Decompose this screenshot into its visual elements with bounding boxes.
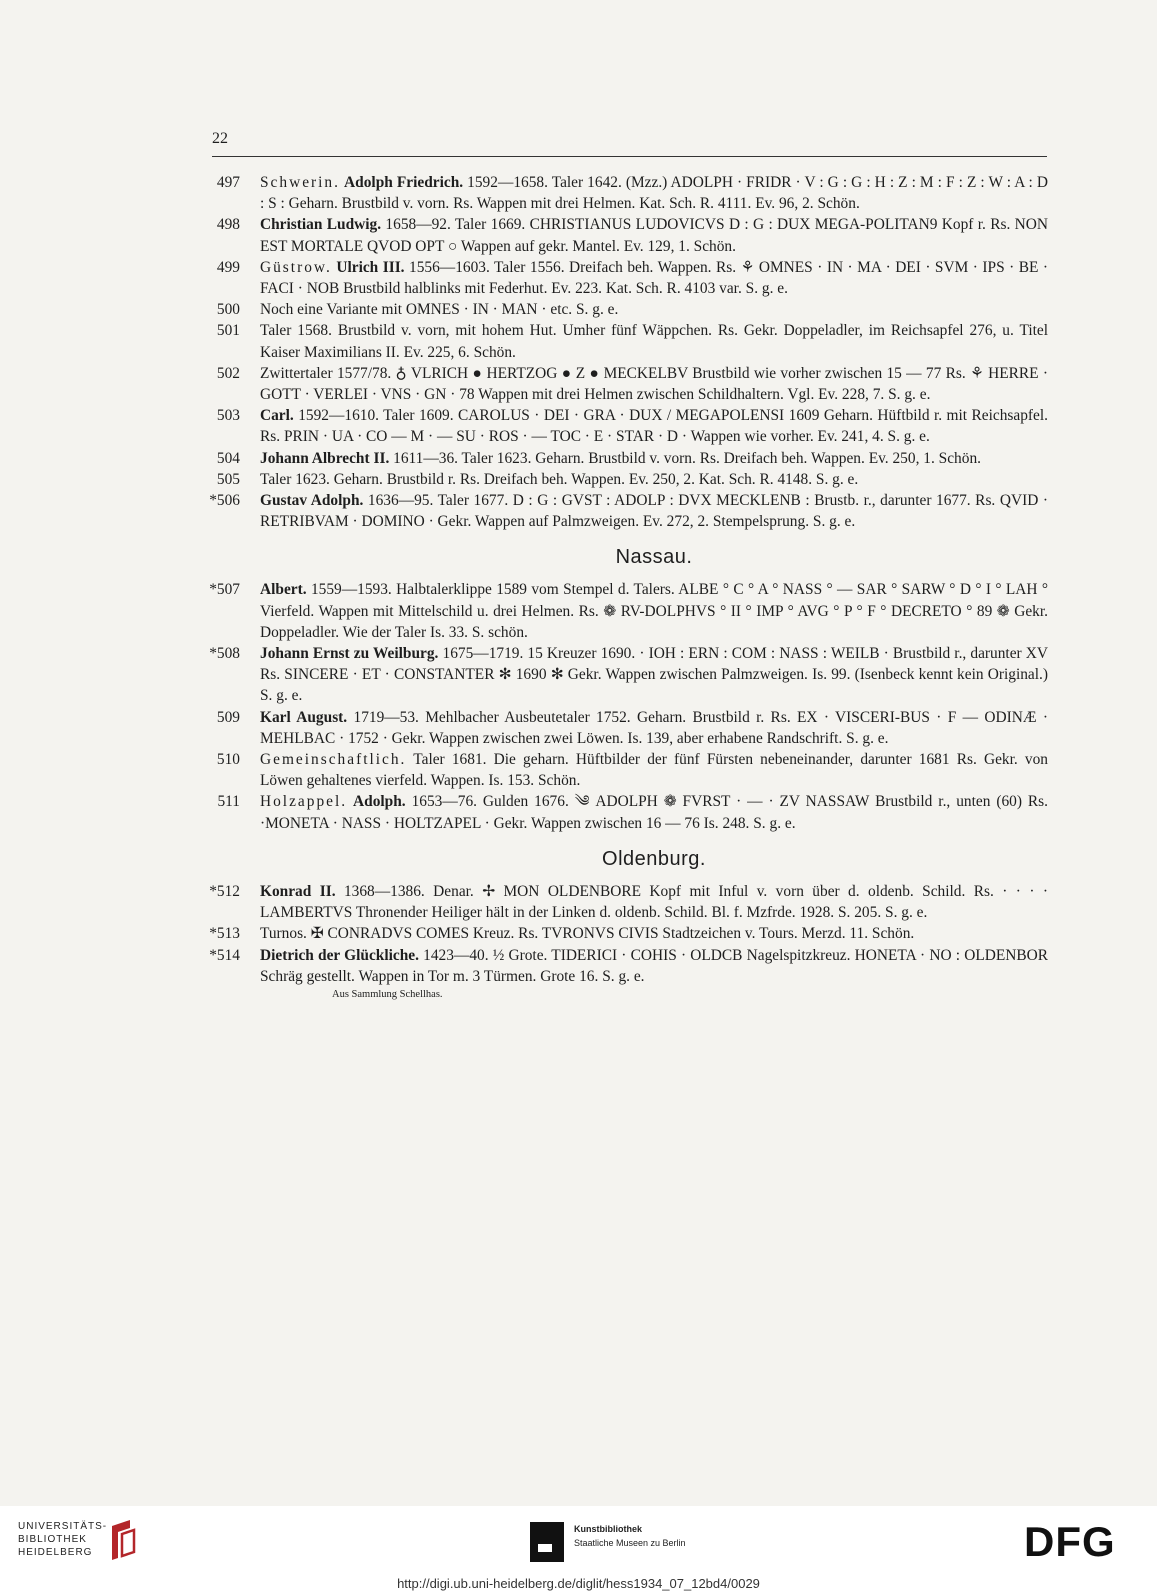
entries-nassau [196,579,1048,833]
catalog-entry [196,643,1048,707]
entry-number: 500 [216,301,240,319]
dfg-logo[interactable]: DFG [1024,1518,1116,1565]
catalog-entry [196,923,1048,944]
entry-text: Albert. 1559—1593. Halbtalerklippe 1589 vom Stempel d. Talers. ALBE ° C ° A ° NASS ° — SAR ° SARW ° D ° I ° LAH ° Vierfeld. Wappen mit Mittelschild u. drei Helmen. Rs. ❁ RV-DOLPHVS ° II ° IMP ° AVG ° P ° F ° DECRETO ° 89 ❁ Gekr. Doppeladler. Wie der Taler Is. 33. S. schön. [260,581,1048,641]
catalog-entry [196,172,1048,214]
kb-logo-line: Staatliche Museen zu Berlin [574,1538,686,1548]
entry-text: Johann Ernst zu Weilburg. 1675—1719. 15 Kreuzer 1690. · IOH : ERN : COM : NASS : WEILB · Brustbild r., darunter XV Rs. SINCERE · ET · CONSTANTER ✻ 1690 ✻ Gekr. Wappen zwischen Palmzweigen. Is. 99. (Isenbeck kennt kein Original.) S. g. e. [260,645,1049,705]
catalog-entry [196,791,1048,833]
entry-text: Gustav Adolph. 1636—95. Taler 1677. D : G : GVST : ADOLP : DVX MECKLENB : Brustb. r., darunter 1677. Rs. QVID · RETRIBVAM · DOMINO · Gekr. Wappen auf Palmzweigen. Ev. 272, 2. Stempelsprung. S. g. e. [260,492,1048,531]
entry-number: 510 [216,751,240,769]
entries-mecklenburg [196,172,1048,532]
kunstbibliothek-logo[interactable] [574,1522,686,1550]
entry-text: Taler 1568. Brustbild v. vorn, mit hohem Hut. Umher fünf Wäppchen. Rs. Gekr. Doppeladler, im Reichsapfel 276, u. Titel Kaiser Maximilians II. Ev. 225, 6. Schön. [260,322,1048,361]
university-library-logo[interactable] [18,1520,107,1559]
catalog-entry [196,257,1048,299]
entry-number: *514 [209,946,240,964]
catalog-entry [196,881,1048,923]
entry-number: 502 [216,364,240,382]
catalog-entry [196,945,1048,987]
catalog-entry [196,320,1048,362]
page-header [212,130,1047,157]
entry-text: Konrad II. 1368—1386. Denar. ✢ MON OLDENBORE Kopf mit Inful v. vorn über d. oldenb. Schild. Rs. · · · · LAMBERTVS Thronender Heiliger hält in der Linken d. oldenb. Schild. Bl. f. Mzfrde. 1928. S. 205. S. g. e. [260,882,1048,922]
entry-number: *507 [209,581,240,599]
catalog-entry [196,707,1048,749]
entries-oldenburg [196,881,1048,987]
entry-number: 499 [216,258,240,276]
entry-text: Güstrow. Ulrich III. 1556—1603. Taler 1556. Dreifach beh. Wappen. Rs. ⚘ OMNES · IN · MA · DEI · SVM · IPS · BE · FACI · NOB Brustbild halblinks mit Federhut. Ev. 223. Kat. Sch. R. 4103 var. S. g. e. [260,258,1048,298]
entry-number: *512 [209,882,240,900]
catalog-entry [196,469,1048,490]
entry-text: Christian Ludwig. 1658—92. Taler 1669. CHRISTIANUS LUDOVICVS D : G : DUX MEGA-POLITAN9 Kopf r. Rs. NON EST MORTALE QVOD OPT ○ Wappen auf gekr. Mantel. Ev. 129, 1. Schön. [260,216,1049,255]
permalink-url[interactable]: http://digi.ub.uni-heidelberg.de/diglit/hess1934_07_12bd4/0029 [0,1574,1157,1594]
entry-number: 503 [216,407,240,425]
entry-number: 509 [216,708,240,726]
catalog-entry [196,299,1048,320]
entry-text: Dietrich der Glückliche. 1423—40. ½ Grote. TIDERICI · COHIS · OLDCB Nagelspitzkreuz. HONETA · NO : OLDENBOR Schräg gestellt. Wappen in Tor m. 3 Türmen. Grote 16. S. g. e. [260,946,1048,985]
entry-text: Schwerin. Adolph Friedrich. 1592—1658. Taler 1642. (Mzz.) ADOLPH · FRIDR · V : G : G : H : Z : M : F : Z : W : A : D : S : Geharn. Brustbild v. vorn. Rs. Wappen mit drei Helmen. Kat. Sch. R. 4111. Ev. 96, 2. Schön. [260,174,1048,213]
entry-number: 511 [217,793,240,811]
section-heading-oldenburg: Oldenburg. [602,847,706,870]
entry-text: Holzappel. Adolph. 1653—76. Gulden 1676. ༄ ADOLPH ❁ FVRST · — · ZV NASSAW Brustbild r., unten (60) Rs. ·MONETA · NASS · HOLTZAPEL · Gekr. Wappen zwischen 16 — 76 Is. 248. S. g. e. [260,793,1048,832]
entry-number: 504 [216,449,240,467]
entry-text: Turnos. ✠ CONRADVS COMES Kreuz. Rs. TVRONVS CIVIS Stadtzeichen v. Tours. Merzd. 11. Schön. [260,925,915,943]
uni-logo-line: BIBLIOTHEK [18,1534,87,1545]
entry-number: *506 [209,492,240,510]
entry-text: Karl August. 1719—53. Mehlbacher Ausbeutetaler 1752. Geharn. Brustbild r. Rs. EX · VISCERI-BUS · F — ODINÆ · MEHLBAC · 1752 · Gekr. Wappen zwischen zwei Löwen. Is. 139, aber erhabene Randschrift. S. g. e. [260,708,1048,747]
heidelberg-mark-icon [108,1518,138,1562]
catalog-entry [196,405,1048,447]
entry-text: Gemeinschaftlich. Taler 1681. Die geharn. Hüftbilder der fünf Fürsten nebeneinander, darunter 1681 Rs. Gekr. von Löwen gehaltenes vierfeld. Wappen. Is. 153. Schön. [260,751,1048,790]
section-heading-nassau: Nassau. [615,546,693,569]
entry-text: Johann Albrecht II. 1611—36. Taler 1623. Geharn. Brustbild v. vorn. Rs. Dreifach beh. Wappen. Ev. 250, 1. Schön. [260,449,981,467]
entry-number: 505 [216,470,240,488]
entry-text: Noch eine Variante mit OMNES · IN · MAN · etc. S. g. e. [260,301,619,319]
catalog-entry [196,579,1048,643]
uni-logo-line: HEIDELBERG [18,1547,93,1558]
entry-text: Taler 1623. Geharn. Brustbild r. Rs. Dreifach beh. Wappen. Ev. 250, 2. Kat. Sch. R. 4148. S. g. e. [260,470,859,488]
catalog-entry [196,214,1048,256]
entry-text: Zwittertaler 1577/78. ♁ VLRICH ● HERTZOG ● Z ● MECKELBV Brustbild wie vorher zwischen 15 — 77 Rs. ⚘ HERRE · GOTT · VERLEI · VNS · GN · 78 Wappen mit drei Helmen zwischen Schildhaltern. Vgl. Ev. 228, 7. S. g. e. [260,364,1048,404]
provenance-note: Aus Sammlung Schellhas. [332,988,443,1000]
catalog-entry [196,490,1048,532]
entry-number: 497 [216,174,240,191]
entry-text: Carl. 1592—1610. Taler 1609. CAROLUS · DEI · GRA · DUX / MEGAPOLENSI 1609 Geharn. Hüftbild r. mit Reichsapfel. Rs. PRIN · UA · CO — M · — SU · ROS · — TOC · E · STAR · D · Wappen wie vorher. Ev. 241, 4. S. g. e. [260,407,1048,446]
uni-logo-line: UNIVERSITÄTS- [18,1521,108,1532]
kb-logo-line: Kunstbibliothek [574,1524,642,1534]
catalog-entry [196,363,1048,405]
catalog-entry [196,448,1048,469]
catalog-listing [196,172,1048,1002]
entry-number: *513 [209,925,240,943]
entry-number: 498 [216,216,240,234]
entry-number: 501 [216,322,240,340]
footer-logos [0,1506,1157,1574]
entry-number: *508 [209,645,240,663]
kunstbibliothek-mark-icon [528,1522,566,1562]
catalog-entry [196,749,1048,791]
page-number: 22 [212,130,228,147]
